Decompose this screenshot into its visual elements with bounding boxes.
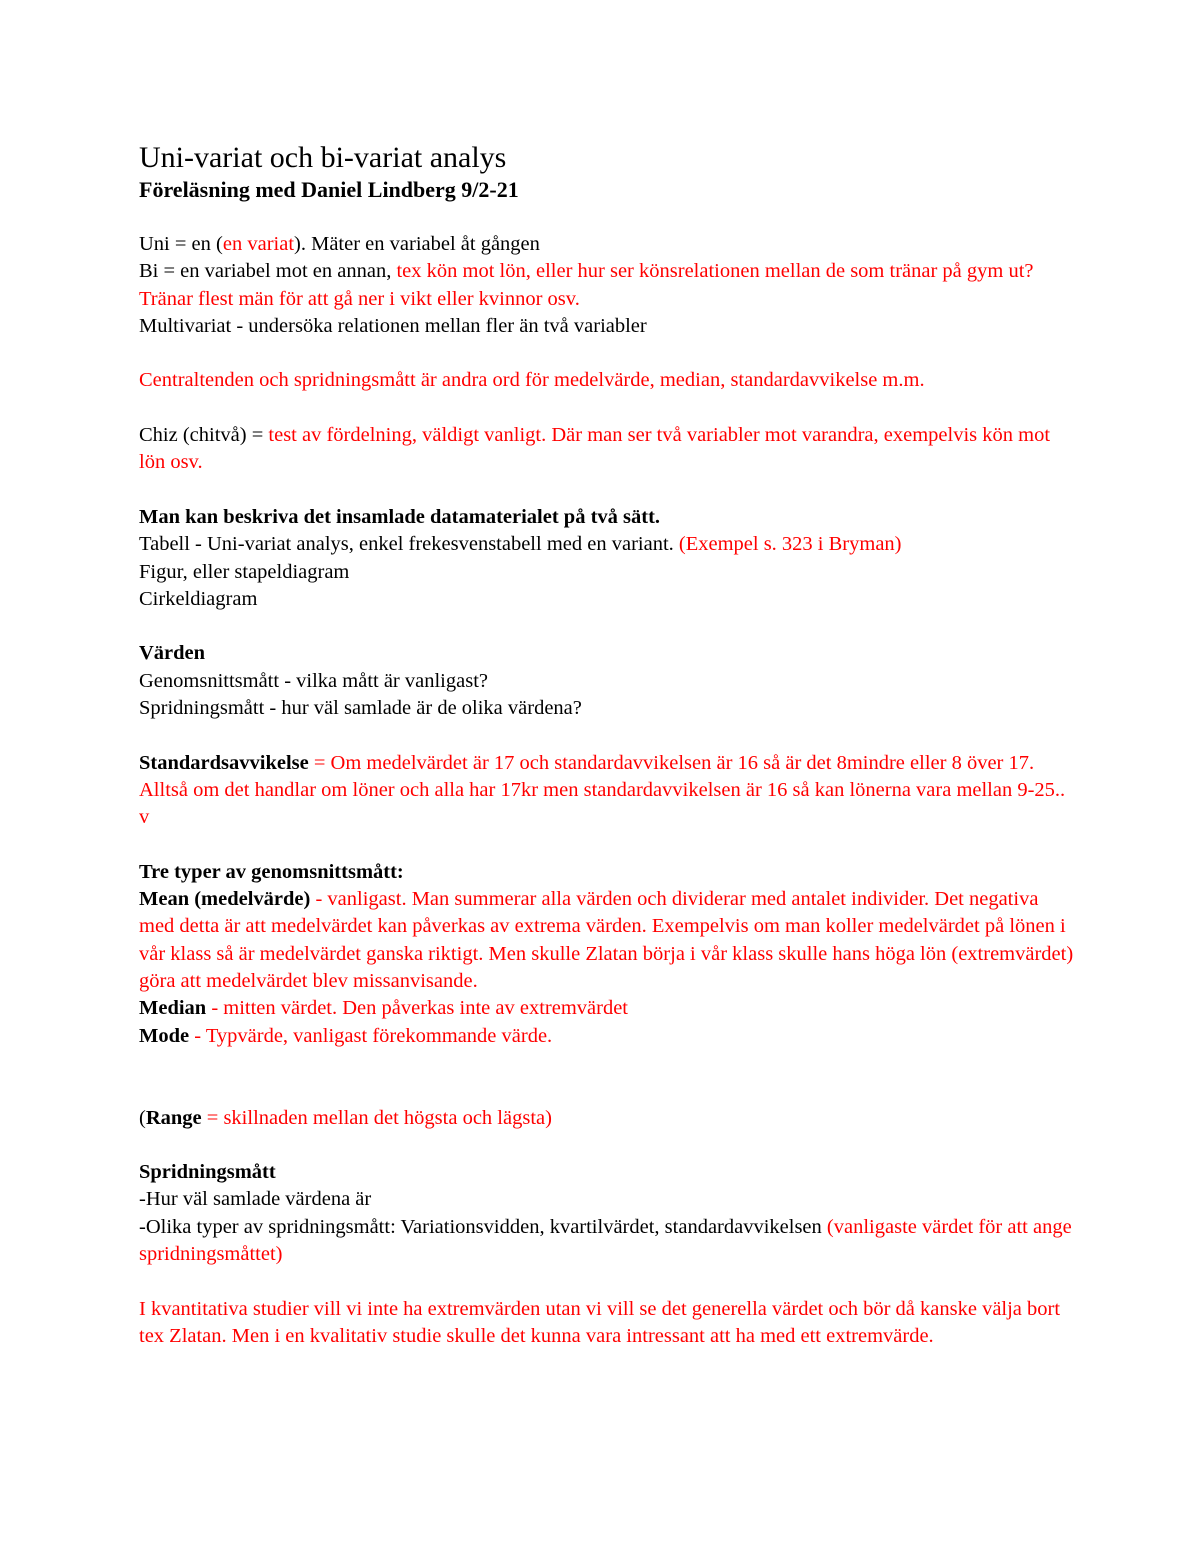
uni-text: Uni = en (: [139, 233, 223, 255]
range-highlight: skillnaden mellan det högsta och lägsta): [223, 1106, 552, 1129]
mode-label: Mode: [139, 1024, 190, 1047]
figur-line: Figur, eller stapeldiagram: [139, 560, 350, 583]
bi-text: Bi = en variabel mot en annan,: [139, 260, 397, 283]
tabell-text: Tabell - Uni-variat analys, enkel frekesvenstabell med en variant.: [139, 533, 679, 556]
uni-line: [139, 231, 1074, 258]
std-equals: =: [308, 751, 331, 774]
spread-section: [139, 1159, 1074, 1268]
chiz-highlight: test av fördelning, väldigt vanligt. Där man ser två variabler mot varandra, exempelvis kön mot lön osv.: [139, 424, 1051, 474]
values-section: [139, 640, 1074, 722]
central-paragraph: Centraltenden och spridningsmått är andra ord för medelvärde, median, standardavvikelse m.m.: [139, 369, 925, 392]
range-equals: =: [201, 1106, 224, 1129]
describe-heading: Man kan beskriva det insamlade datamaterialet på två sätt.: [139, 505, 661, 528]
mode-highlight: - Typvärde, vanligast förekommande värde.: [189, 1024, 553, 1047]
spridning-line: Spridningsmått - hur väl samlade är de olika värdena?: [139, 697, 582, 720]
describe-section: [139, 504, 1074, 613]
values-heading: Värden: [139, 642, 206, 665]
document-page: [139, 140, 1074, 1377]
types-section: [139, 859, 1074, 1050]
closing-paragraph: I kvantitativa studier vill vi inte ha extremvärden utan vi vill se det generella värdet och bör då kanske välja bort tex Zlatan. Men i en kvalitativ studie skulle det kunna vara intressant att ha med ett extremvärde.: [139, 1297, 1061, 1347]
uni-rest: ). Mäter en variabel åt gången: [294, 233, 540, 255]
mean-label: Mean (medelvärde): [139, 888, 311, 911]
types-heading: Tre typer av genomsnittsmått:: [139, 860, 404, 883]
mean-line: [139, 886, 1074, 995]
std-paragraph: [139, 750, 1074, 832]
std-label: Standardsavvikelse: [139, 751, 309, 774]
median-highlight: - mitten värdet. Den påverkas inte av extremvärdet: [206, 997, 628, 1020]
intro-section: [139, 231, 1074, 340]
range-paragraph: [139, 1105, 1074, 1132]
document-title: Uni-variat och bi-variat analys: [139, 141, 507, 174]
blank-gap: [139, 1050, 1074, 1105]
range-open: (: [139, 1106, 146, 1129]
spread-line-2-highlight: (vanligaste värdet för att ange spridningsmåttet): [139, 1215, 1072, 1265]
tabell-line: [139, 531, 1074, 558]
genomsnitt-line: Genomsnittsmått - vilka mått är vanligast?: [139, 669, 488, 692]
spread-line-1: -Hur väl samlade värdena är: [139, 1188, 372, 1211]
spread-heading: Spridningsmått: [139, 1161, 276, 1184]
uni-highlight: en variat: [222, 233, 295, 255]
spread-line-2: [139, 1214, 1074, 1269]
document-subtitle: Föreläsning med Daniel Lindberg 9/2-21: [139, 177, 519, 202]
mode-line: [139, 1023, 1074, 1050]
range-label: Range: [145, 1106, 202, 1129]
median-line: [139, 995, 1074, 1022]
bi-highlight: tex kön mot lön, eller hur ser könsrelationen mellan de som tränar på gym ut? Tränar flest män för att gå ner i vikt eller kvinnor osv.: [139, 260, 1034, 310]
chiz-paragraph: [139, 422, 1074, 477]
std-highlight: Om medelvärdet är 17 och standardavvikelsen är 16 så är det 8mindre eller 8 över 17. Alltså om det handlar om löner och alla har 17kr men standardavvikelsen är 16 så kan lönerna vara mellan 9-25.. v: [139, 751, 1066, 829]
median-label: Median: [139, 997, 207, 1020]
spread-line-2-text: -Olika typer av spridningsmått: Variationsvidden, kvartilvärdet, standardavvikelsen: [139, 1215, 827, 1238]
chiz-label: Chiz (chitvå) =: [139, 424, 269, 447]
bi-line: [139, 258, 1074, 313]
multi-line: Multivariat - undersöka relationen mellan fler än två variabler: [139, 314, 647, 337]
mean-highlight: - vanligast. Man summerar alla värden och dividerar med antalet individer. Det negativa med detta är att medelvärdet kan påverkas av extrema värden. Exempelvis om man koller medelvärdet på lönen i vår klass så är medelvärdet ganska riktigt. Men skulle Zlatan börja i vår klass skulle hans höga lön (extremvärdet) göra att medelvärdet blev missanvisande.: [139, 888, 1074, 993]
cirkel-line: Cirkeldiagram: [139, 587, 258, 610]
tabell-highlight: (Exempel s. 323 i Bryman): [678, 533, 902, 556]
